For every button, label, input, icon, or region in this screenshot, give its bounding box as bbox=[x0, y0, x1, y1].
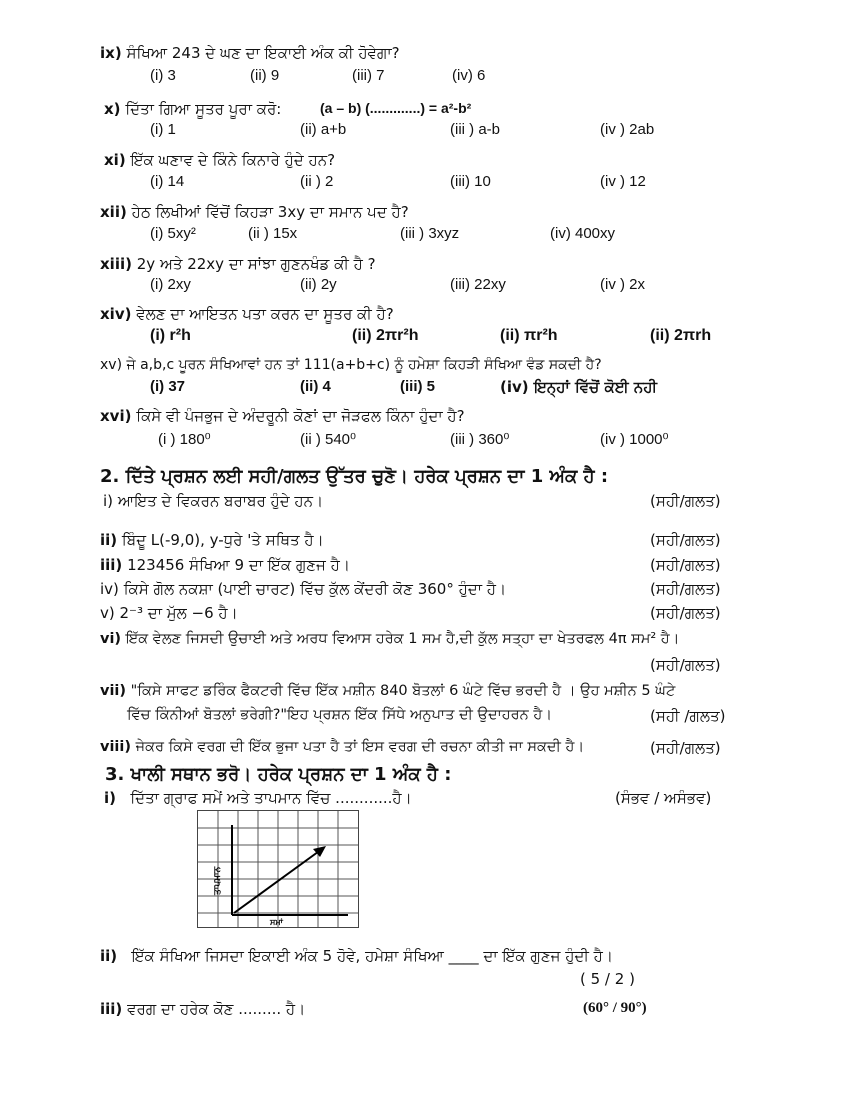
option-4: (iv) ਇਨ੍ਹਾਂ ਵਿੱਚੋਂ ਕੋਈ ਨਹੀ bbox=[500, 378, 657, 396]
formula: (a – b) (.............) = a²-b² bbox=[320, 100, 472, 116]
option-2: (ii) a+b bbox=[300, 121, 347, 138]
option-2: (ii ) 15x bbox=[248, 225, 298, 242]
option-4: (iv ) 2ab bbox=[600, 121, 655, 138]
tf-answer-ii: (ਸਹੀ/ਗਲਤ) bbox=[650, 531, 721, 549]
graph-ylabel: ਤਾਪਮਾਨ bbox=[213, 866, 223, 895]
option-2: (ii ) 2 bbox=[300, 173, 334, 190]
option-2: (ii) 2πr²h bbox=[352, 327, 419, 344]
section-3-title: 3. ਖਾਲੀ ਸਥਾਨ ਭਰੋ। ਹਰੇਕ ਪ੍ਰਸ਼ਨ ਦਾ 1 ਅੰਕ ਹੈ : bbox=[105, 764, 452, 785]
question-ix: ix) ਸੰਖਿਆ 243 ਦੇ ਘਣ ਦਾ ਇਕਾਈ ਅੰਕ ਕੀ ਹੋਵੇਗਾ? bbox=[100, 44, 400, 62]
section-2-title: 2. ਦਿੱਤੇ ਪ੍ਰਸ਼ਨ ਲਈ ਸਹੀ/ਗਲਤ ਉੱਤਰ ਚੁਣੋ। ਹਰੇਕ ਪ੍ਰਸ਼ਨ ਦਾ 1 ਅੰਕ ਹੈ : bbox=[100, 466, 609, 487]
option-4: (iv ) 12 bbox=[600, 173, 646, 190]
option-1: (i) 1 bbox=[150, 121, 176, 138]
fill-item-ii: ii) ਇੱਕ ਸੰਖਿਆ ਜਿਸਦਾ ਇਕਾਈ ਅੰਕ 5 ਹੋਵੇ, ਹਮੇਸ਼ਾ ਸੰਖਿਆ ____ ਦਾ ਇੱਕ ਗੁਣਜ ਹੁੰਦੀ ਹੈ। bbox=[100, 947, 613, 965]
option-3: (iii) 22xy bbox=[450, 276, 506, 293]
option-2: (ii ) 540⁰ bbox=[300, 431, 357, 448]
tf-answer-iii: (ਸਹੀ/ਗਲਤ) bbox=[650, 556, 721, 574]
fill-item-i: i) ਦਿੱਤਾ ਗ੍ਰਾਫ ਸਮੇਂ ਅਤੇ ਤਾਪਮਾਨ ਵਿੱਚ ............ਹੈ। bbox=[104, 789, 412, 807]
tf-item-vii: vii) "ਕਿਸੇ ਸਾਫਟ ਡਰਿੰਕ ਫੈਕਟਰੀ ਵਿੱਚ ਇੱਕ ਮਸ਼ੀਨ 840 ਬੋਤਲਾਂ 6 ਘੰਟੇ ਵਿੱਚ ਭਰਦੀ ਹੈ । ਉਹ ਮਸ਼ੀਨ 5 ਘੰਟੇ bbox=[100, 683, 676, 699]
option-2: (ii) 4 bbox=[300, 378, 331, 395]
tf-item-iii: iii) 123456 ਸੰਖਿਆ 9 ਦਾ ਇੱਕ ਗੁਣਜ ਹੈ। bbox=[100, 556, 350, 574]
tf-answer-i: (ਸਹੀ/ਗਲਤ) bbox=[650, 492, 721, 510]
option-1: (i) r²h bbox=[150, 327, 191, 344]
tf-answer-iv: (ਸਹੀ/ਗਲਤ) bbox=[650, 580, 721, 598]
question-xvi: xvi) ਕਿਸੇ ਵੀ ਪੰਜਭੁਜ ਦੇ ਅੰਦਰੂਨੀ ਕੋਣਾਂ ਦਾ ਜੋੜਫਲ ਕਿੰਨਾ ਹੁੰਦਾ ਹੈ? bbox=[100, 407, 465, 425]
option-4: (iv ) 2x bbox=[600, 276, 645, 293]
graph bbox=[197, 810, 359, 928]
option-3: (iii ) 360⁰ bbox=[450, 431, 510, 448]
option-2: (ii) 9 bbox=[250, 67, 280, 84]
graph-svg bbox=[198, 811, 358, 927]
option-3: (iii ) a-b bbox=[450, 121, 501, 138]
option-3: (ii) πr²h bbox=[500, 327, 558, 344]
option-1: (i) 5xy² bbox=[150, 225, 196, 242]
option-1: (i ) 180⁰ bbox=[158, 431, 211, 448]
question-xiv: xiv) ਵੇਲਣ ਦਾ ਆਇਤਨ ਪਤਾ ਕਰਨ ਦਾ ਸੂਤਰ ਕੀ ਹੈ? bbox=[100, 305, 394, 323]
question-xv: xv) ਜੇ a,b,c ਪੂਰਨ ਸੰਖਿਆਵਾਂ ਹਨ ਤਾਂ 111(a+b+c) ਨੂੰ ਹਮੇਸ਼ਾ ਕਿਹੜੀ ਸੰਖਿਆ ਵੰਡ ਸਕਦੀ ਹੈ? bbox=[100, 357, 602, 373]
option-3: (iii ) 3xyz bbox=[400, 225, 460, 242]
question-xi: xi) ਇੱਕ ਘਣਾਵ ਦੇ ਕਿੰਨੇ ਕਿਨਾਰੇ ਹੁੰਦੇ ਹਨ? bbox=[104, 151, 336, 169]
question-xii: xii) ਹੇਠ ਲਿਖੀਆਂ ਵਿੱਚੋਂ ਕਿਹੜਾ 3xy ਦਾ ਸਮਾਨ ਪਦ ਹੈ? bbox=[100, 203, 409, 221]
tf-item-viii: viii) ਜੇਕਰ ਕਿਸੇ ਵਰਗ ਦੀ ਇੱਕ ਭੁਜਾ ਪਤਾ ਹੈ ਤਾਂ ਇਸ ਵਰਗ ਦੀ ਰਚਨਾ ਕੀਤੀ ਜਾ ਸਕਦੀ ਹੈ। bbox=[100, 739, 585, 755]
tf-item-i: i) ਆਇਤ ਦੇ ਵਿਕਰਨ ਬਰਾਬਰ ਹੁੰਦੇ ਹਨ। bbox=[103, 492, 324, 510]
question-x: x) ਦਿੱਤਾ ਗਿਆ ਸੂਤਰ ਪੂਰਾ ਕਰੋ: bbox=[104, 100, 282, 118]
option-3: (iii) 7 bbox=[352, 67, 385, 84]
option-3: (iii) 10 bbox=[450, 173, 491, 190]
option-4: (iv ) 1000⁰ bbox=[600, 431, 669, 448]
option-4: (iv) 400xy bbox=[550, 225, 616, 242]
tf-item-iv: iv) ਕਿਸੇ ਗੋਲ ਨਕਸ਼ਾ (ਪਾਈ ਚਾਰਟ) ਵਿੱਚ ਕੁੱਲ ਕੇਂਦਰੀ ਕੋਣ 360° ਹੁੰਦਾ ਹੈ। bbox=[100, 580, 507, 598]
option-4: (ii) 2πrh bbox=[650, 327, 712, 344]
tf-answer-vi: (ਸਹੀ/ਗਲਤ) bbox=[650, 656, 721, 674]
option-4: (iv) 6 bbox=[452, 67, 486, 84]
fill-choice-i: (ਸੰਭਵ / ਅਸੰਭਵ) bbox=[615, 789, 712, 807]
option-1: (i) 3 bbox=[150, 67, 176, 84]
tf-item-v: v) 2⁻³ ਦਾ ਮੁੱਲ −6 ਹੈ। bbox=[100, 604, 238, 622]
tf-answer-viii: (ਸਹੀ/ਗਲਤ) bbox=[650, 739, 721, 757]
tf-answer-vii: (ਸਹੀ /ਗਲਤ) bbox=[650, 707, 726, 725]
tf-answer-v: (ਸਹੀ/ਗਲਤ) bbox=[650, 604, 721, 622]
option-3: (iii) 5 bbox=[400, 378, 436, 395]
option-1: (i) 37 bbox=[150, 378, 186, 395]
graph-xlabel: ਸਮਾਂ bbox=[270, 918, 283, 927]
option-2: (ii) 2y bbox=[300, 276, 337, 293]
question-xiii: xiii) 2y ਅਤੇ 22xy ਦਾ ਸਾਂਝਾ ਗੁਣਨਖੰਡ ਕੀ ਹੈ ? bbox=[100, 255, 376, 273]
option-1: (i) 14 bbox=[150, 173, 185, 190]
tf-item-vi: vi) ਇੱਕ ਵੇਲਣ ਜਿਸਦੀ ਉਚਾਈ ਅਤੇ ਅਰਧ ਵਿਆਸ ਹਰੇਕ 1 ਸਮ ਹੈ,ਦੀ ਕੁੱਲ ਸਤ੍ਹਾ ਦਾ ਖੇਤਰਫਲ 4π ਸਮ² ਹੈ। bbox=[100, 631, 680, 647]
fill-choice-iii: (60° / 90°) bbox=[583, 1000, 647, 1016]
option-1: (i) 2xy bbox=[150, 276, 191, 293]
tf-item-ii: ii) ਬਿੰਦੂ L(-9,0), y-ਧੁਰੇ 'ਤੇ ਸਥਿਤ ਹੈ। bbox=[100, 531, 324, 549]
tf-item-vii-line2: ਵਿੱਚ ਕਿੰਨੀਆਂ ਬੋਤਲਾਂ ਭਰੇਗੀ?"ਇਹ ਪ੍ਰਸ਼ਨ ਇੱਕ ਸਿੱਧੇ ਅਨੁਪਾਤ ਦੀ ਉਦਾਹਰਨ ਹੈ। bbox=[127, 707, 552, 723]
fill-choice-ii: ( 5 / 2 ) bbox=[580, 970, 635, 988]
fill-item-iii: iii) ਵਰਗ ਦਾ ਹਰੇਕ ਕੋਣ ......... ਹੈ। bbox=[100, 1000, 306, 1018]
